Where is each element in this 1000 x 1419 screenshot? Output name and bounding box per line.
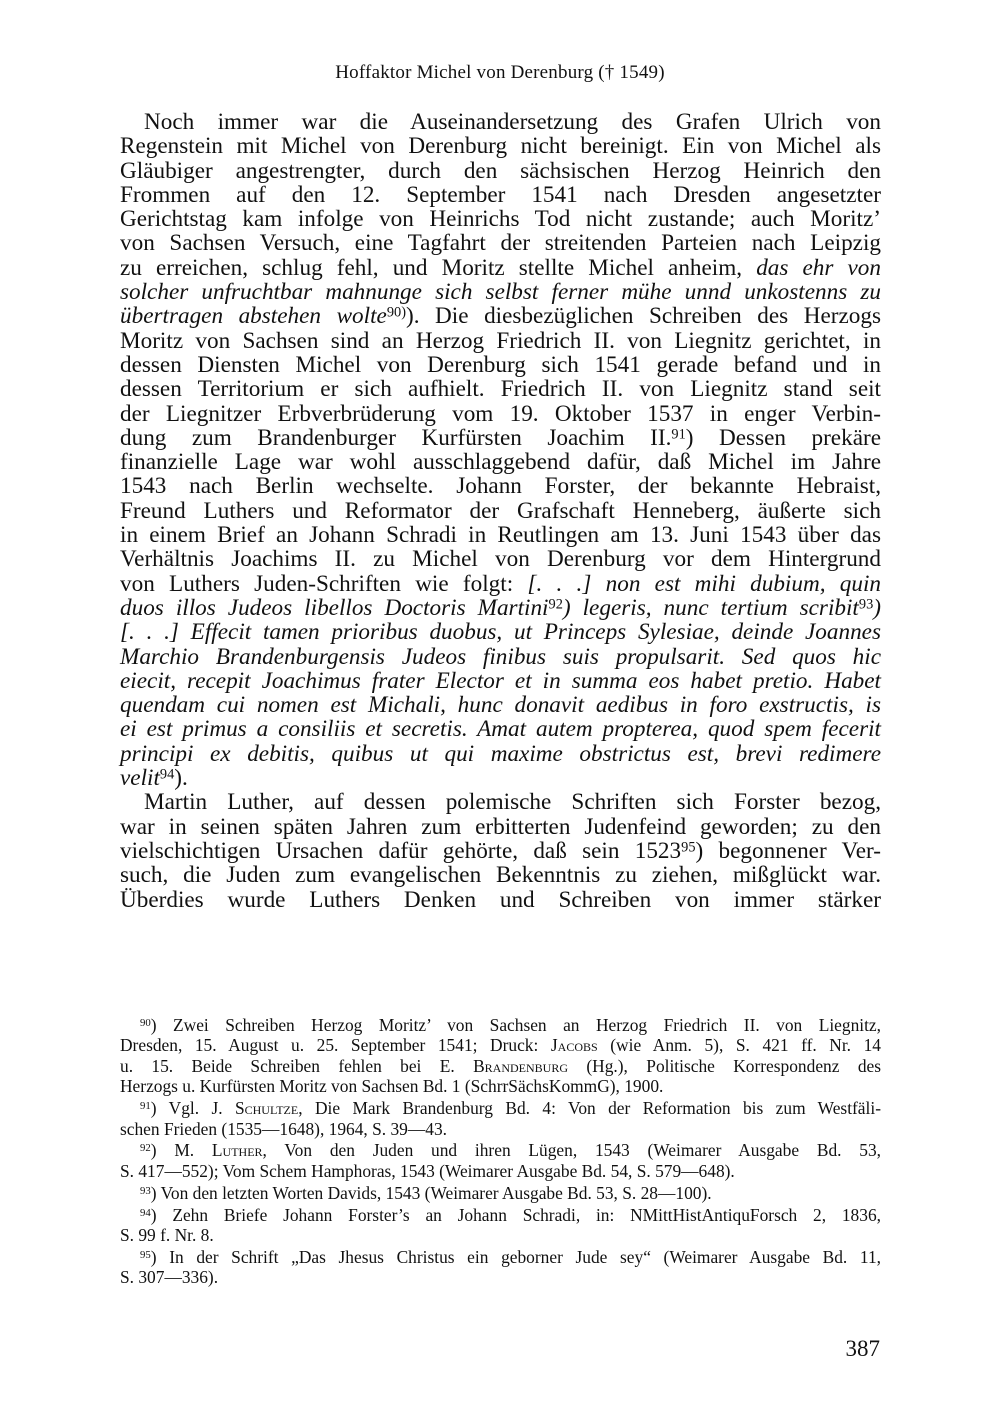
text-segment: S. 307—336).: [120, 1267, 219, 1288]
text-line: [120, 693, 881, 717]
footnotes: [120, 1015, 881, 1289]
text-line: [120, 863, 881, 887]
text-segment: u. 15. Beide Schreiben fehlen bei E.: [120, 1055, 474, 1076]
text-line: [120, 474, 881, 498]
text-segment: such, die Juden zum evangelischen Bekenntnis zu ziehen, mißglückt war.: [120, 862, 881, 889]
text-line: [120, 183, 881, 207]
text-line: [120, 717, 881, 741]
text-line: [120, 256, 881, 280]
text-line: [120, 742, 881, 766]
text-line: [120, 231, 881, 255]
footnote-reference: 94: [140, 1206, 151, 1219]
footnote-line: [120, 1076, 881, 1096]
italic-quote-text: [. . .] non est mihi dubium, quin: [527, 570, 881, 597]
footnote-reference: 91: [671, 426, 686, 443]
text-line: [120, 377, 881, 401]
footnote-line: [120, 1247, 881, 1267]
text-segment: dessen Diensten Michel von Derenburg sich 1541 gerade befand und in: [120, 351, 881, 378]
text-segment: ).: [174, 765, 188, 792]
text-segment: S. 99 f. Nr. 8.: [120, 1225, 214, 1246]
text-segment: in einem Brief an Johann Schradi in Reutlingen am 13. Juni 1543 über das: [120, 522, 881, 549]
text-segment: Regenstein mit Michel von Derenburg nicht bereinigt. Ein von Michel als: [120, 133, 881, 160]
text-segment: Moritz von Sachsen sind an Herzog Friedrich II. von Liegnitz gerichtet, in: [120, 327, 881, 354]
text-segment: , Die Mark Brandenburg Bd. 4: Von der Reformation bis zum Westfäli-: [298, 1098, 881, 1119]
footnote-line: [120, 1161, 881, 1181]
italic-quote-text: übertragen abstehen wolte: [120, 303, 387, 330]
italic-quote-text: eiecit, recepit Joachimus frater Elector et in summa eos habet pretio. Habet: [120, 667, 881, 694]
text-segment: ) Zwei Schreiben Herzog Moritz’ von Sachsen an Herzog Friedrich II. von Liegnitz,: [150, 1015, 881, 1035]
text-line: [120, 669, 881, 693]
text-line: [120, 790, 881, 814]
italic-quote-text: duos illos Judeos libellos Doctoris Martini: [120, 594, 549, 621]
text-line: [120, 207, 881, 231]
text-line: [120, 450, 881, 474]
author-name: Schultze: [234, 1098, 299, 1119]
author-name: Luther: [211, 1140, 263, 1161]
footnote-line: [120, 1098, 881, 1118]
footnote-line: [120, 1119, 881, 1139]
footnote-line: [120, 1267, 881, 1287]
text-line: [120, 426, 881, 450]
text-line: [120, 596, 881, 620]
text-line: [120, 134, 881, 158]
italic-quote-text: principi ex debitis, quibus ut qui maxime obstrictus est, brevi redimere: [120, 740, 881, 767]
italic-quote-text: [. . .] Effecit tamen prioribus duobus, ut Princeps Sylesiae, deinde Joannes: [120, 619, 881, 646]
footnote-line: [120, 1015, 881, 1035]
italic-quote-text: das ehr von: [756, 254, 881, 281]
text-line: [120, 329, 881, 353]
footnote-reference: 94: [159, 766, 175, 783]
text-line: [120, 620, 881, 644]
italic-quote-text: ei est primus a consiliis et secretis. Amat autem propterea, quod spem fecerit: [120, 716, 881, 743]
footnote-reference: 90): [386, 304, 406, 321]
text-segment: Gläubiger angestrengter, durch den sächsischen Herzog Heinrich den: [120, 157, 881, 184]
text-segment: dessen Territorium er sich aufhielt. Friedrich II. von Liegnitz stand seit: [120, 376, 881, 403]
text-segment: war in seinen späten Jahren zum erbitterten Judenfeind geworden; zu den: [120, 813, 881, 840]
footnote-line: [120, 1140, 881, 1160]
italic-quote-text: ): [873, 594, 881, 621]
italic-quote-text: velit: [120, 765, 160, 792]
text-segment: von Sachsen Versuch, eine Tagfahrt der streitenden Parteien nach Leipzig: [120, 230, 881, 257]
italic-quote-text: ) legeris, nunc tertium scribit: [562, 594, 859, 621]
text-line: [120, 280, 881, 304]
text-segment: (Hg.), Politische Korrespondenz des: [568, 1055, 882, 1076]
text-segment: schen Frieden (1535—1648), 1964, S. 39—43.: [120, 1118, 448, 1139]
text-line: [120, 159, 881, 183]
italic-quote-text: Marchio Brandenburgensis Judeos finibus suis propulsarit. Sed quos hic: [120, 643, 881, 670]
text-segment: (wie Anm. 5), S. 421 ff. Nr. 14: [597, 1035, 881, 1056]
text-segment: ) In der Schrift „Das Jhesus Christus ein geborner Jude sey“ (Weimarer Ausgabe Bd. 11,: [150, 1246, 881, 1267]
text-segment: S. 417—552); Vom Schem Hamphoras, 1543 (Weimarer Ausgabe Bd. 54, S. 579—648).: [120, 1160, 735, 1181]
footnote-line: [120, 1183, 881, 1203]
text-segment: der Liegnitzer Erbverbrüderung vom 19. Oktober 1537 in enger Verbin-: [120, 400, 881, 427]
paragraph-2: [120, 790, 881, 911]
text-segment: ) Zehn Briefe Johann Forster’s an Johann Schradi, in: NMittHistAntiquForsch 2, 1836,: [150, 1204, 881, 1225]
text-line: [120, 110, 881, 134]
footnote-reference: 93: [140, 1184, 151, 1197]
paragraph-1: [120, 110, 881, 790]
footnote-reference: 93: [858, 596, 874, 613]
text-line: [120, 523, 881, 547]
footnote-line: [120, 1205, 881, 1225]
text-segment: Frommen auf den 12. September 1541 nach Dresden angesetzter: [120, 181, 881, 208]
text-segment: Dresden, 15. August u. 25. September 1541; Druck:: [120, 1035, 551, 1056]
text-segment: ) Dessen prekäre: [685, 424, 881, 451]
running-head: Hoffaktor Michel von Derenburg († 1549): [335, 62, 665, 83]
footnote-line: [120, 1225, 881, 1245]
footnote: [120, 1140, 881, 1181]
text-segment: zu erreichen, schlug fehl, und Moritz stellte Michel anheim,: [120, 254, 757, 281]
text-segment: Gerichtstag kam infolge von Heinrichs Tod nicht zustande; auch Moritz’: [120, 206, 881, 233]
author-name: Brandenburg: [473, 1055, 569, 1076]
text-segment: dung zum Brandenburger Kurfürsten Joachim II.: [120, 424, 672, 451]
text-segment: ) Von den letzten Worten Davids, 1543 (Weimarer Ausgabe Bd. 53, S. 28—100).: [150, 1182, 712, 1203]
text-segment: Herzogs u. Kurfürsten Moritz von Sachsen Bd. 1 (SchrrSächsKommG), 1900.: [120, 1076, 664, 1097]
text-segment: Überdies wurde Luthers Denken und Schreiben von immer stärker: [120, 886, 881, 913]
text-segment: vielschichtigen Ursachen dafür gehörte, daß sein 1523: [120, 837, 682, 864]
footnote: [120, 1015, 881, 1097]
text-segment: ). Die diesbezüglichen Schreiben des Herzogs: [405, 303, 881, 330]
text-line: [120, 815, 881, 839]
footnote-reference: 90: [140, 1017, 151, 1030]
page-number: 387: [845, 1336, 880, 1361]
italic-quote-text: quendam cui nomen est Michali, hunc donavit aedibus in foro exstructis, is: [120, 692, 881, 719]
footnote-line: [120, 1035, 881, 1055]
text-line: [120, 499, 881, 523]
text-line: [120, 645, 881, 669]
text-segment: finanzielle Lage war wohl ausschlaggebend dafür, daß Michel im Jahre: [120, 449, 881, 476]
text-segment: Freund Luthers und Reformator der Grafschaft Henneberg, äußerte sich: [120, 497, 881, 524]
text-line: [120, 572, 881, 596]
footnote: [120, 1205, 881, 1246]
footnote-reference: 95: [140, 1249, 151, 1262]
text-segment: , Von den Juden und ihren Lügen, 1543 (Weimarer Ausgabe Bd. 53,: [262, 1140, 881, 1161]
main-text: [120, 110, 881, 912]
footnote-reference: 91: [140, 1100, 151, 1113]
text-line: [120, 402, 881, 426]
text-line: [120, 547, 881, 571]
text-line: [120, 304, 881, 328]
footnote-reference: 95: [681, 839, 696, 856]
text-segment: Martin Luther, auf dessen polemische Schriften sich Forster bezog,: [144, 789, 881, 816]
text-line: [120, 353, 881, 377]
footnote-reference: 92: [548, 596, 563, 613]
footnote-reference: 92: [140, 1142, 151, 1155]
text-segment: Verhältnis Joachims II. zu Michel von Derenburg vor dem Hintergrund: [120, 546, 881, 573]
text-segment: ) Vgl. J.: [150, 1098, 235, 1119]
text-segment: ) begonnener Ver-: [695, 837, 881, 864]
footnote: [120, 1183, 881, 1203]
text-line: [120, 839, 881, 863]
text-segment: 1543 nach Berlin wechselte. Johann Forster, der bekannte Hebraist,: [120, 473, 881, 500]
text-line: [120, 766, 881, 790]
italic-quote-text: solcher unfruchtbar mahnunge sich selbst ferner mühe unnd unkostenns zu: [120, 279, 881, 306]
text-segment: ) M.: [150, 1140, 212, 1161]
footnote: [120, 1247, 881, 1288]
text-line: [120, 888, 881, 912]
text-segment: Noch immer war die Auseinandersetzung des Grafen Ulrich von: [144, 109, 881, 135]
author-name: Jacobs: [550, 1035, 598, 1056]
text-segment: von Luthers Juden-Schriften wie folgt:: [120, 570, 528, 597]
footnote: [120, 1098, 881, 1139]
footnote-line: [120, 1056, 881, 1076]
